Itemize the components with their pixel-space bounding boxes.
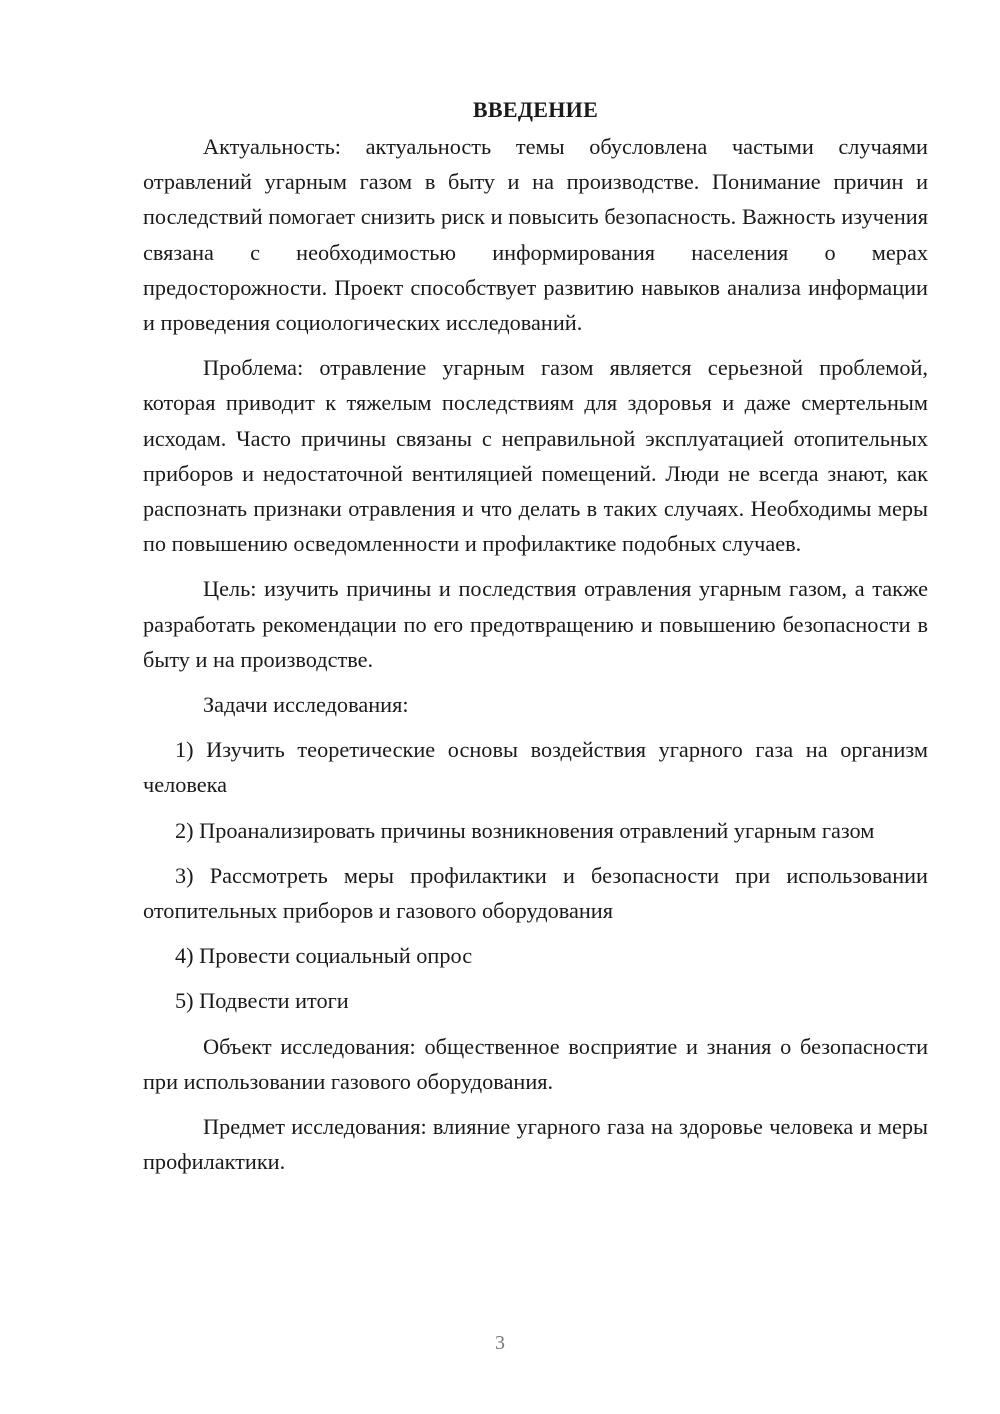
section-heading: ВВЕДЕНИЕ <box>472 97 599 122</box>
task-item: 2) Проанализировать причины возникновения отравлений угарным газом <box>175 817 875 843</box>
page-number: 3 <box>495 1332 505 1354</box>
task-item: 1) Изучить теоретические основы воздействия угарного газа на организм человека <box>143 737 928 798</box>
goal-paragraph: Цель: изучить причины и последствия отравления угарным газом, а также разработать рекомендации по его предотвращению и повышению безопасности в быту и на производстве. <box>143 576 928 672</box>
task-item: 5) Подвести итоги <box>175 988 349 1014</box>
subject-paragraph: Предмет исследования: влияние угарного газа на здоровье человека и меры профилактики. <box>143 1114 928 1175</box>
tasks-heading: Задачи исследования: <box>203 692 409 718</box>
object-paragraph: Объект исследования: общественное восприятие и знания о безопасности при использовании газового оборудования. <box>143 1033 928 1094</box>
task-item: 4) Провести социальный опрос <box>175 943 473 969</box>
document-page <box>143 92 928 1179</box>
task-item: 3) Рассмотреть меры профилактики и безопасности при использовании отопительных приборов и газового оборудования <box>143 862 928 924</box>
relevance-paragraph: Актуальность: актуальность темы обусловлена частыми случаями отравлений угарным газом в быту и на производстве. Понимание причин и последствий помогает снизить риск и повысить безопасность. Важность изучения связана с необходимостью информирования населения о мерах предосторожности. Проект способствует развитию навыков анализа информации и проведения социологических исследований. <box>143 134 928 336</box>
problem-paragraph: Проблема: отравление угарным газом является серьезной проблемой, которая приводит к тяжелым последствиям для здоровья и даже смертельным исходам. Часто причины связаны с неправильной эксплуатацией отопительных приборов и недостаточной вентиляцией помещений. Люди не всегда знают, как распознать признаки отравления и что делать в таких случаях. Необходимы меры по повышению осведомленности и профилактике подобных случаев. <box>143 355 928 557</box>
